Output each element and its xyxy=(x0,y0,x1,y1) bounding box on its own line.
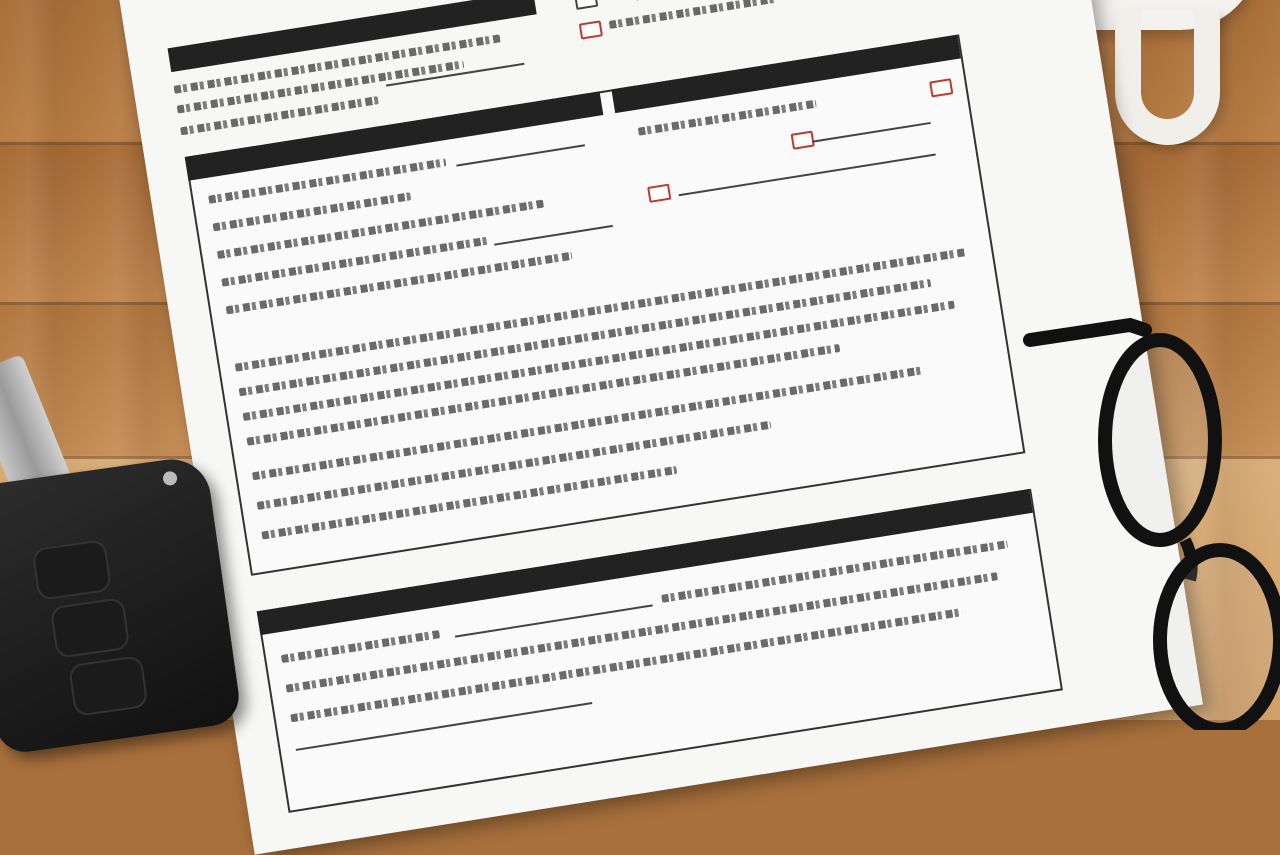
form-text-line xyxy=(290,608,963,722)
section-header-bar xyxy=(611,35,960,113)
key-fob-button xyxy=(32,539,113,601)
form-checkbox-highlighted[interactable] xyxy=(647,184,671,203)
form-main-section xyxy=(185,34,1026,575)
form-checkbox[interactable] xyxy=(633,0,657,1)
key-fob-button xyxy=(68,655,149,717)
key-fob-rivet xyxy=(162,470,178,486)
coffee-mug-handle xyxy=(1115,10,1220,145)
form-text-line xyxy=(243,301,955,422)
form-text-line xyxy=(226,252,573,315)
form-text-line xyxy=(281,630,440,663)
car-key-fob xyxy=(0,454,243,755)
form-text-line xyxy=(609,0,778,29)
form-field-line xyxy=(679,154,936,197)
key-fob-button xyxy=(50,597,131,659)
eyeglasses xyxy=(1010,300,1280,730)
form-field-line xyxy=(494,225,613,246)
form-checkbox[interactable] xyxy=(574,0,598,10)
form-text-line xyxy=(261,466,677,540)
form-field-line xyxy=(812,122,931,143)
form-checkbox-highlighted[interactable] xyxy=(579,20,603,39)
form-field-line xyxy=(456,144,585,166)
form-text-line xyxy=(217,200,544,260)
form-text-line xyxy=(239,279,932,396)
form-checkbox-highlighted[interactable] xyxy=(929,78,953,97)
